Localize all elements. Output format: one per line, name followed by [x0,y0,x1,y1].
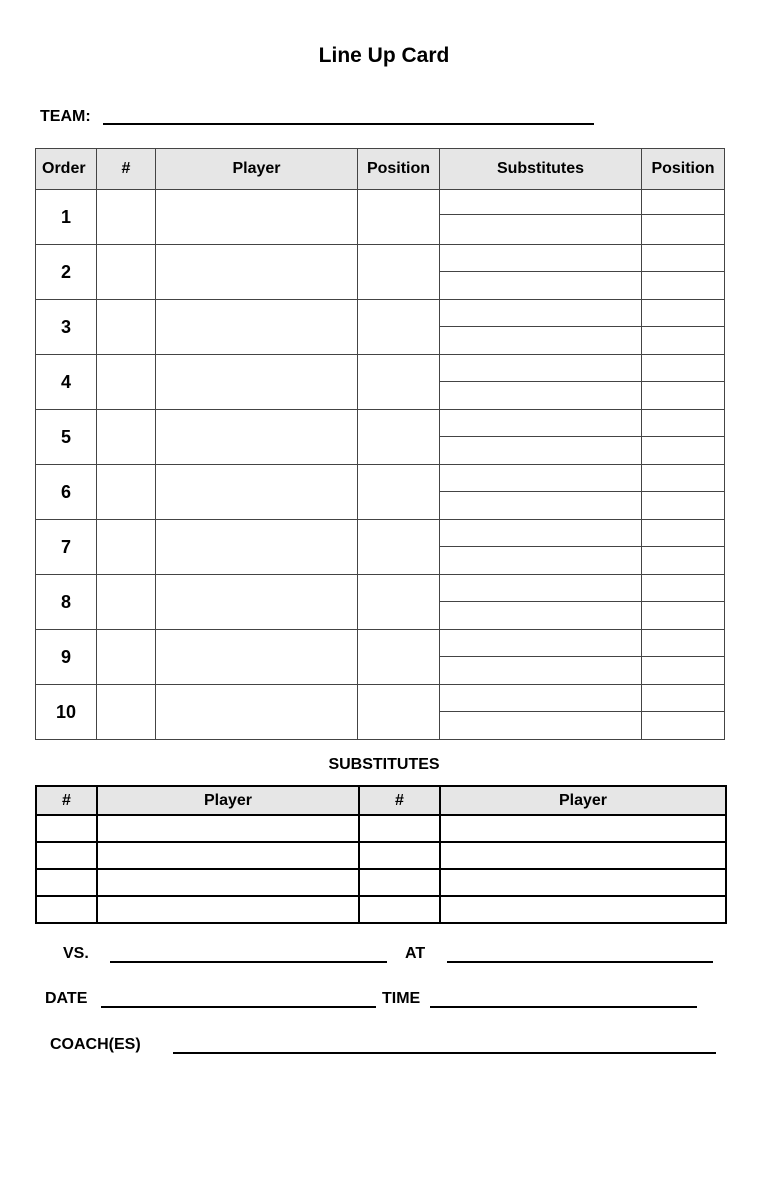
time-label: TIME [382,990,421,1007]
position-cell[interactable] [358,355,440,410]
number-cell[interactable] [97,245,156,300]
number-cell[interactable] [97,300,156,355]
subs-header-number-1: # [36,786,97,815]
position-cell[interactable] [358,410,440,465]
number-cell[interactable] [97,410,156,465]
sub-player-cell[interactable] [97,842,359,869]
lineup-row [36,300,725,327]
position-cell[interactable] [358,630,440,685]
substitute-cell[interactable] [440,355,642,382]
player-cell[interactable] [156,245,358,300]
number-cell[interactable] [97,190,156,245]
sub-number-cell[interactable] [36,896,97,923]
substitutes-table [35,785,727,924]
lineup-row [36,410,725,437]
substitute-cell[interactable] [440,410,642,437]
sub-position-cell[interactable] [642,685,725,712]
player-cell[interactable] [156,630,358,685]
lineup-row [36,465,725,492]
header-substitutes: Substitutes [440,149,642,190]
number-cell[interactable] [97,630,156,685]
lineup-row [36,520,725,547]
lineup-row [36,630,725,657]
substitute-cell[interactable] [440,657,642,685]
number-cell[interactable] [97,520,156,575]
sub-player-cell[interactable] [97,815,359,842]
sub-position-cell[interactable] [642,245,725,272]
substitute-cell[interactable] [440,465,642,492]
sub-position-cell[interactable] [642,355,725,382]
order-number: 3 [36,300,97,355]
vs-field[interactable] [110,961,387,963]
position-cell[interactable] [358,575,440,630]
time-field[interactable] [430,1006,697,1008]
sub-position-cell[interactable] [642,190,725,215]
number-cell[interactable] [97,355,156,410]
substitute-cell[interactable] [440,300,642,327]
sub-position-cell[interactable] [642,465,725,492]
substitutes-row [36,896,726,923]
sub-position-cell[interactable] [642,520,725,547]
position-cell[interactable] [358,190,440,245]
sub-number-cell[interactable] [359,815,440,842]
header-position: Position [358,149,440,190]
subs-header-player-1: Player [97,786,359,815]
date-field[interactable] [101,1006,376,1008]
number-cell[interactable] [97,575,156,630]
team-field[interactable] [103,123,594,125]
sub-number-cell[interactable] [36,869,97,896]
order-number: 10 [36,685,97,740]
sub-player-cell[interactable] [440,896,726,923]
order-number: 8 [36,575,97,630]
substitute-cell[interactable] [440,685,642,712]
substitute-cell[interactable] [440,712,642,740]
date-label: DATE [45,990,88,1007]
header-sub-position: Position [642,149,725,190]
order-number: 9 [36,630,97,685]
substitutes-header-row [36,786,726,815]
position-cell[interactable] [358,465,440,520]
sub-player-cell[interactable] [97,869,359,896]
order-number: 4 [36,355,97,410]
sub-position-cell[interactable] [642,657,725,685]
sub-number-cell[interactable] [36,842,97,869]
order-number: 7 [36,520,97,575]
player-cell[interactable] [156,410,358,465]
sub-position-cell[interactable] [642,382,725,410]
at-field[interactable] [447,961,713,963]
sub-position-cell[interactable] [642,575,725,602]
order-number: 2 [36,245,97,300]
player-cell[interactable] [156,355,358,410]
lineup-row [36,245,725,272]
substitute-cell[interactable] [440,437,642,465]
sub-player-cell[interactable] [440,842,726,869]
substitute-cell[interactable] [440,492,642,520]
lineup-row [36,355,725,382]
sub-player-cell[interactable] [440,869,726,896]
lineup-header-row [36,149,725,190]
substitutes-row [36,869,726,896]
substitute-cell[interactable] [440,190,642,215]
substitute-cell[interactable] [440,245,642,272]
lineup-row [36,685,725,712]
header-number: # [97,149,156,190]
sub-position-cell[interactable] [642,410,725,437]
sub-number-cell[interactable] [359,869,440,896]
order-number: 6 [36,465,97,520]
substitute-cell[interactable] [440,215,642,245]
number-cell[interactable] [97,685,156,740]
substitute-cell[interactable] [440,547,642,575]
substitute-cell[interactable] [440,630,642,657]
subs-header-number-2: # [359,786,440,815]
sub-position-cell[interactable] [642,437,725,465]
sub-position-cell[interactable] [642,712,725,740]
player-cell[interactable] [156,685,358,740]
substitutes-title: SUBSTITUTES [328,756,440,773]
sub-player-cell[interactable] [440,815,726,842]
sub-player-cell[interactable] [97,896,359,923]
coach-label: COACH(ES) [50,1036,141,1053]
order-number: 5 [36,410,97,465]
vs-label: VS. [63,945,89,962]
substitute-cell[interactable] [440,602,642,630]
substitutes-row [36,842,726,869]
sub-number-cell[interactable] [359,842,440,869]
position-cell[interactable] [358,520,440,575]
substitutes-row [36,815,726,842]
page-title: Line Up Card [318,44,450,67]
subs-header-player-2: Player [440,786,726,815]
substitute-cell[interactable] [440,382,642,410]
player-cell[interactable] [156,520,358,575]
team-label: TEAM: [40,108,91,125]
substitute-cell[interactable] [440,272,642,300]
number-cell[interactable] [97,465,156,520]
sub-position-cell[interactable] [642,602,725,630]
lineup-row [36,575,725,602]
sub-position-cell[interactable] [642,630,725,657]
player-cell[interactable] [156,575,358,630]
player-cell[interactable] [156,465,358,520]
sub-number-cell[interactable] [36,815,97,842]
at-label: AT [405,945,426,962]
sub-position-cell[interactable] [642,300,725,327]
header-player: Player [156,149,358,190]
sub-position-cell[interactable] [642,215,725,245]
substitute-cell[interactable] [440,327,642,355]
lineup-row [36,190,725,215]
sub-position-cell[interactable] [642,492,725,520]
sub-number-cell[interactable] [359,896,440,923]
coach-field[interactable] [173,1052,716,1054]
sub-position-cell[interactable] [642,547,725,575]
substitute-cell[interactable] [440,520,642,547]
position-cell[interactable] [358,245,440,300]
sub-position-cell[interactable] [642,272,725,300]
sub-position-cell[interactable] [642,327,725,355]
order-number: 1 [36,190,97,245]
substitute-cell[interactable] [440,575,642,602]
player-cell[interactable] [156,190,358,245]
header-order: Order [36,149,97,190]
lineup-table [35,148,725,740]
position-cell[interactable] [358,685,440,740]
player-cell[interactable] [156,300,358,355]
position-cell[interactable] [358,300,440,355]
